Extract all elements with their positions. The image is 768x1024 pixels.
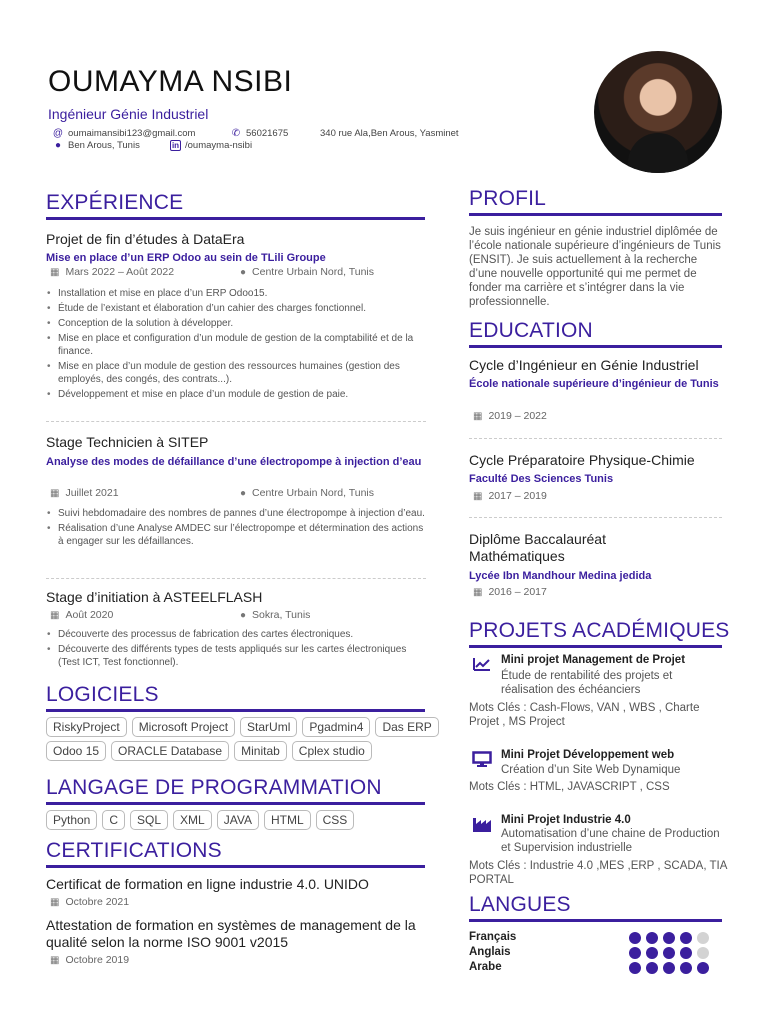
location-text: Ben Arous, Tunis [68, 140, 140, 151]
tag: Cplex studio [292, 741, 372, 761]
location-pin-icon: ● [240, 487, 247, 499]
divider [46, 421, 426, 422]
location-contact [52, 140, 140, 151]
langage-rule [46, 802, 425, 805]
profile-photo [594, 51, 722, 173]
experience-title-2: Stage Technicien à SITEP [46, 434, 209, 450]
tag: CSS [316, 810, 355, 830]
experience-title-3: Stage d’initiation à ASTEELFLASH [46, 589, 263, 605]
list-item: • Installation et mise en place d’un ERP Odoo15. [46, 287, 426, 300]
education-heading: EDUCATION [469, 319, 593, 342]
experience-subtitle-1: Mise en place d’un ERP Odoo au sein de TLili Groupe [46, 252, 326, 264]
project-desc-1: Étude de rentabilité des projets et réalisation des échéanciers [501, 670, 673, 696]
phone-icon: ✆ [231, 128, 241, 139]
phone-contact[interactable] [230, 128, 288, 139]
education-years-1 [473, 410, 547, 422]
linkedin-contact[interactable] [170, 140, 252, 151]
certification-title-1: Certificat de formation en ligne industrie 4.0. UNIDO [46, 876, 369, 892]
list-item: • Découverte des différents types de tests appliqués sur les cartes électroniques (Test ICT, Test fonctionnel). [46, 643, 426, 669]
list-item: • Conception de la solution à développer. [46, 317, 426, 330]
list-item: • Suivi hebdomadaire des nombres de pannes d’une électropompe à injection d’eau. [46, 507, 426, 520]
tag: Das ERP [375, 717, 438, 737]
profil-rule [469, 213, 722, 216]
experience-date-text-1: Mars 2022 – Août 2022 [65, 266, 175, 278]
projets-rule [469, 645, 722, 648]
project-keys-3: Mots Clés : Industrie 4.0 ,MES ,ERP , SCADA, TIA PORTAL [469, 860, 727, 886]
education-years-3 [473, 586, 547, 598]
divider [469, 438, 722, 439]
langues-heading: LANGUES [469, 893, 571, 916]
level-dot-filled [680, 962, 692, 974]
language-level-2 [629, 947, 709, 959]
experience-place-2 [240, 487, 374, 499]
experience-date-2 [50, 487, 119, 499]
at-icon: @ [52, 128, 64, 139]
certification-date-2 [50, 954, 129, 966]
language-name-2: Anglais [469, 946, 511, 958]
level-dot-filled [646, 947, 658, 959]
education-title-2: Cycle Préparatoire Physique-Chimie [469, 452, 695, 468]
logiciels-heading: LOGICIELS [46, 683, 159, 706]
list-item: • Découverte des processus de fabrication des cartes électroniques. [46, 628, 426, 641]
logiciels-tags [46, 717, 466, 761]
calendar-icon: ▦ [50, 609, 60, 621]
tag: HTML [264, 810, 311, 830]
location-pin-icon: ● [240, 266, 247, 278]
tag: StarUml [240, 717, 297, 737]
tag: JAVA [217, 810, 259, 830]
project-desc-2: Création d’un Site Web Dynamique [501, 764, 681, 776]
language-level-1 [629, 932, 709, 944]
level-dot-filled [629, 962, 641, 974]
langage-heading: LANGAGE DE PROGRAMMATION [46, 776, 382, 799]
experience-bullets-2 [46, 507, 426, 550]
list-item: • Mise en place d’un module de gestion des ressources humaines (gestion des employés, des congés, des contrats...). [46, 360, 426, 386]
tag: Odoo 15 [46, 741, 106, 761]
profile-text: Je suis ingénieur en génie industriel diplômée de l’école nationale supérieure d’ingénieurs de Tunis (ENSIT). Je suis actuellement à la recherche d’une nouvelle opportunité qui me permet de fonder ma carrière et s’intégrer dans la vie professionnelle. [469, 226, 721, 308]
calendar-icon: ▦ [50, 954, 60, 966]
calendar-icon: ▦ [50, 266, 60, 278]
tag: ORACLE Database [111, 741, 229, 761]
level-dot-filled [629, 932, 641, 944]
experience-place-text-2: Centre Urbain Nord, Tunis [252, 487, 375, 499]
project-desc-3: Automatisation d’une chaine de Production et Supervision industrielle [501, 828, 720, 854]
education-rule [469, 345, 722, 348]
candidate-name: OUMAYMA NSIBI [48, 65, 293, 98]
experience-place-text-3: Sokra, Tunis [252, 609, 311, 621]
address-contact [320, 128, 459, 139]
experience-title-1: Projet de fin d’études à DataEra [46, 231, 245, 247]
linkedin-icon: in [171, 141, 180, 150]
tag: Microsoft Project [132, 717, 235, 737]
project-keys-1: Mots Clés : Cash-Flows, VAN , WBS , Charte Projet , MS Project [469, 702, 700, 728]
tag: SQL [130, 810, 168, 830]
project-keys-2: Mots Clés : HTML, JAVASCRIPT , CSS [469, 781, 670, 793]
experience-date-text-3: Août 2020 [65, 609, 114, 621]
project-title-2: Mini Projet Développement web [501, 749, 675, 761]
education-years-text-3: 2016 – 2017 [488, 586, 547, 598]
phone-text: 56021675 [246, 128, 289, 139]
level-dot-filled [680, 947, 692, 959]
level-dot-empty [697, 947, 709, 959]
level-dot-empty [697, 932, 709, 944]
projets-heading: PROJETS ACADÉMIQUES [469, 619, 730, 642]
factory-icon [472, 816, 492, 832]
calendar-icon: ▦ [473, 490, 483, 502]
education-school-1: École nationale supérieure d’ingénieur de Tunis [469, 378, 719, 390]
tag: Pgadmin4 [302, 717, 370, 737]
email-text: oumaimansibi123@gmail.com [68, 128, 196, 139]
divider [469, 517, 722, 518]
list-item: • Réalisation d’une Analyse AMDEC sur l’électropompe et détermination des actions à engager sur les défaillances. [46, 522, 426, 548]
list-item: • Développement et mise en place d’un module de gestion de paie. [46, 388, 426, 401]
experience-date-text-2: Juillet 2021 [65, 487, 119, 499]
line-chart-icon [472, 656, 492, 672]
education-title-3: Diplôme Baccalauréat Mathématiques [469, 531, 606, 564]
experience-heading: EXPÉRIENCE [46, 191, 184, 214]
project-title-3: Mini Projet Industrie 4.0 [501, 814, 631, 826]
calendar-icon: ▦ [473, 410, 483, 422]
divider [46, 578, 426, 579]
job-title: Ingénieur Génie Industriel [48, 106, 209, 122]
level-dot-filled [663, 962, 675, 974]
education-years-2 [473, 490, 547, 502]
certification-date-text-2: Octobre 2019 [65, 954, 130, 966]
level-dot-filled [629, 947, 641, 959]
level-dot-filled [697, 962, 709, 974]
experience-bullets-3 [46, 628, 426, 671]
tag: RiskyProject [46, 717, 127, 737]
email-contact[interactable] [52, 128, 195, 139]
experience-date-3 [50, 609, 113, 621]
certification-date-text-1: Octobre 2021 [65, 896, 130, 908]
education-years-text-2: 2017 – 2019 [488, 490, 547, 502]
certifications-heading: CERTIFICATIONS [46, 839, 222, 862]
tag: C [102, 810, 125, 830]
experience-place-3 [240, 609, 310, 621]
experience-bullets-1 [46, 287, 426, 403]
calendar-icon: ▦ [50, 896, 60, 908]
education-title-1: Cycle d’Ingénieur en Génie Industriel [469, 357, 699, 373]
tag: Python [46, 810, 97, 830]
language-level-3 [629, 962, 709, 974]
location-pin-icon: ● [240, 609, 247, 621]
certification-date-1 [50, 896, 129, 908]
langage-tags [46, 810, 426, 830]
monitor-icon [472, 751, 492, 767]
experience-rule [46, 217, 425, 220]
langues-rule [469, 919, 722, 922]
logiciels-rule [46, 709, 425, 712]
profil-heading: PROFIL [469, 187, 547, 210]
education-school-2: Faculté Des Sciences Tunis [469, 473, 614, 485]
education-school-3: Lycée Ibn Mandhour Medina jedida [469, 570, 652, 582]
list-item: • Mise en place et configuration d’un module de gestion de la comptabilité et de la finance. [46, 332, 426, 358]
list-item: • Étude de l’existant et élaboration d’un cahier des charges fonctionnel. [46, 302, 426, 315]
language-name-3: Arabe [469, 961, 502, 973]
certification-title-2: Attestation de formation en systèmes de management de la qualité selon la norme ISO 9001 v2015 [46, 917, 416, 950]
calendar-icon: ▦ [50, 487, 60, 499]
level-dot-filled [646, 962, 658, 974]
address-text: 340 rue Ala,Ben Arous, Yasminet [320, 128, 459, 139]
experience-subtitle-2: Analyse des modes de défaillance d’une électropompe à injection d’eau [46, 456, 422, 468]
education-years-text-1: 2019 – 2022 [488, 410, 547, 422]
level-dot-filled [663, 947, 675, 959]
level-dot-filled [646, 932, 658, 944]
tag: XML [173, 810, 212, 830]
experience-place-1 [240, 266, 374, 278]
linkedin-text: /oumayma-nsibi [185, 140, 253, 151]
location-pin-icon: ● [54, 140, 62, 151]
project-title-1: Mini projet Management de Projet [501, 654, 686, 666]
tag: Minitab [234, 741, 287, 761]
level-dot-filled [680, 932, 692, 944]
experience-date-1 [50, 266, 174, 278]
level-dot-filled [663, 932, 675, 944]
language-name-1: Français [469, 931, 517, 943]
calendar-icon: ▦ [473, 586, 483, 598]
certifications-rule [46, 865, 425, 868]
experience-place-text-1: Centre Urbain Nord, Tunis [252, 266, 375, 278]
